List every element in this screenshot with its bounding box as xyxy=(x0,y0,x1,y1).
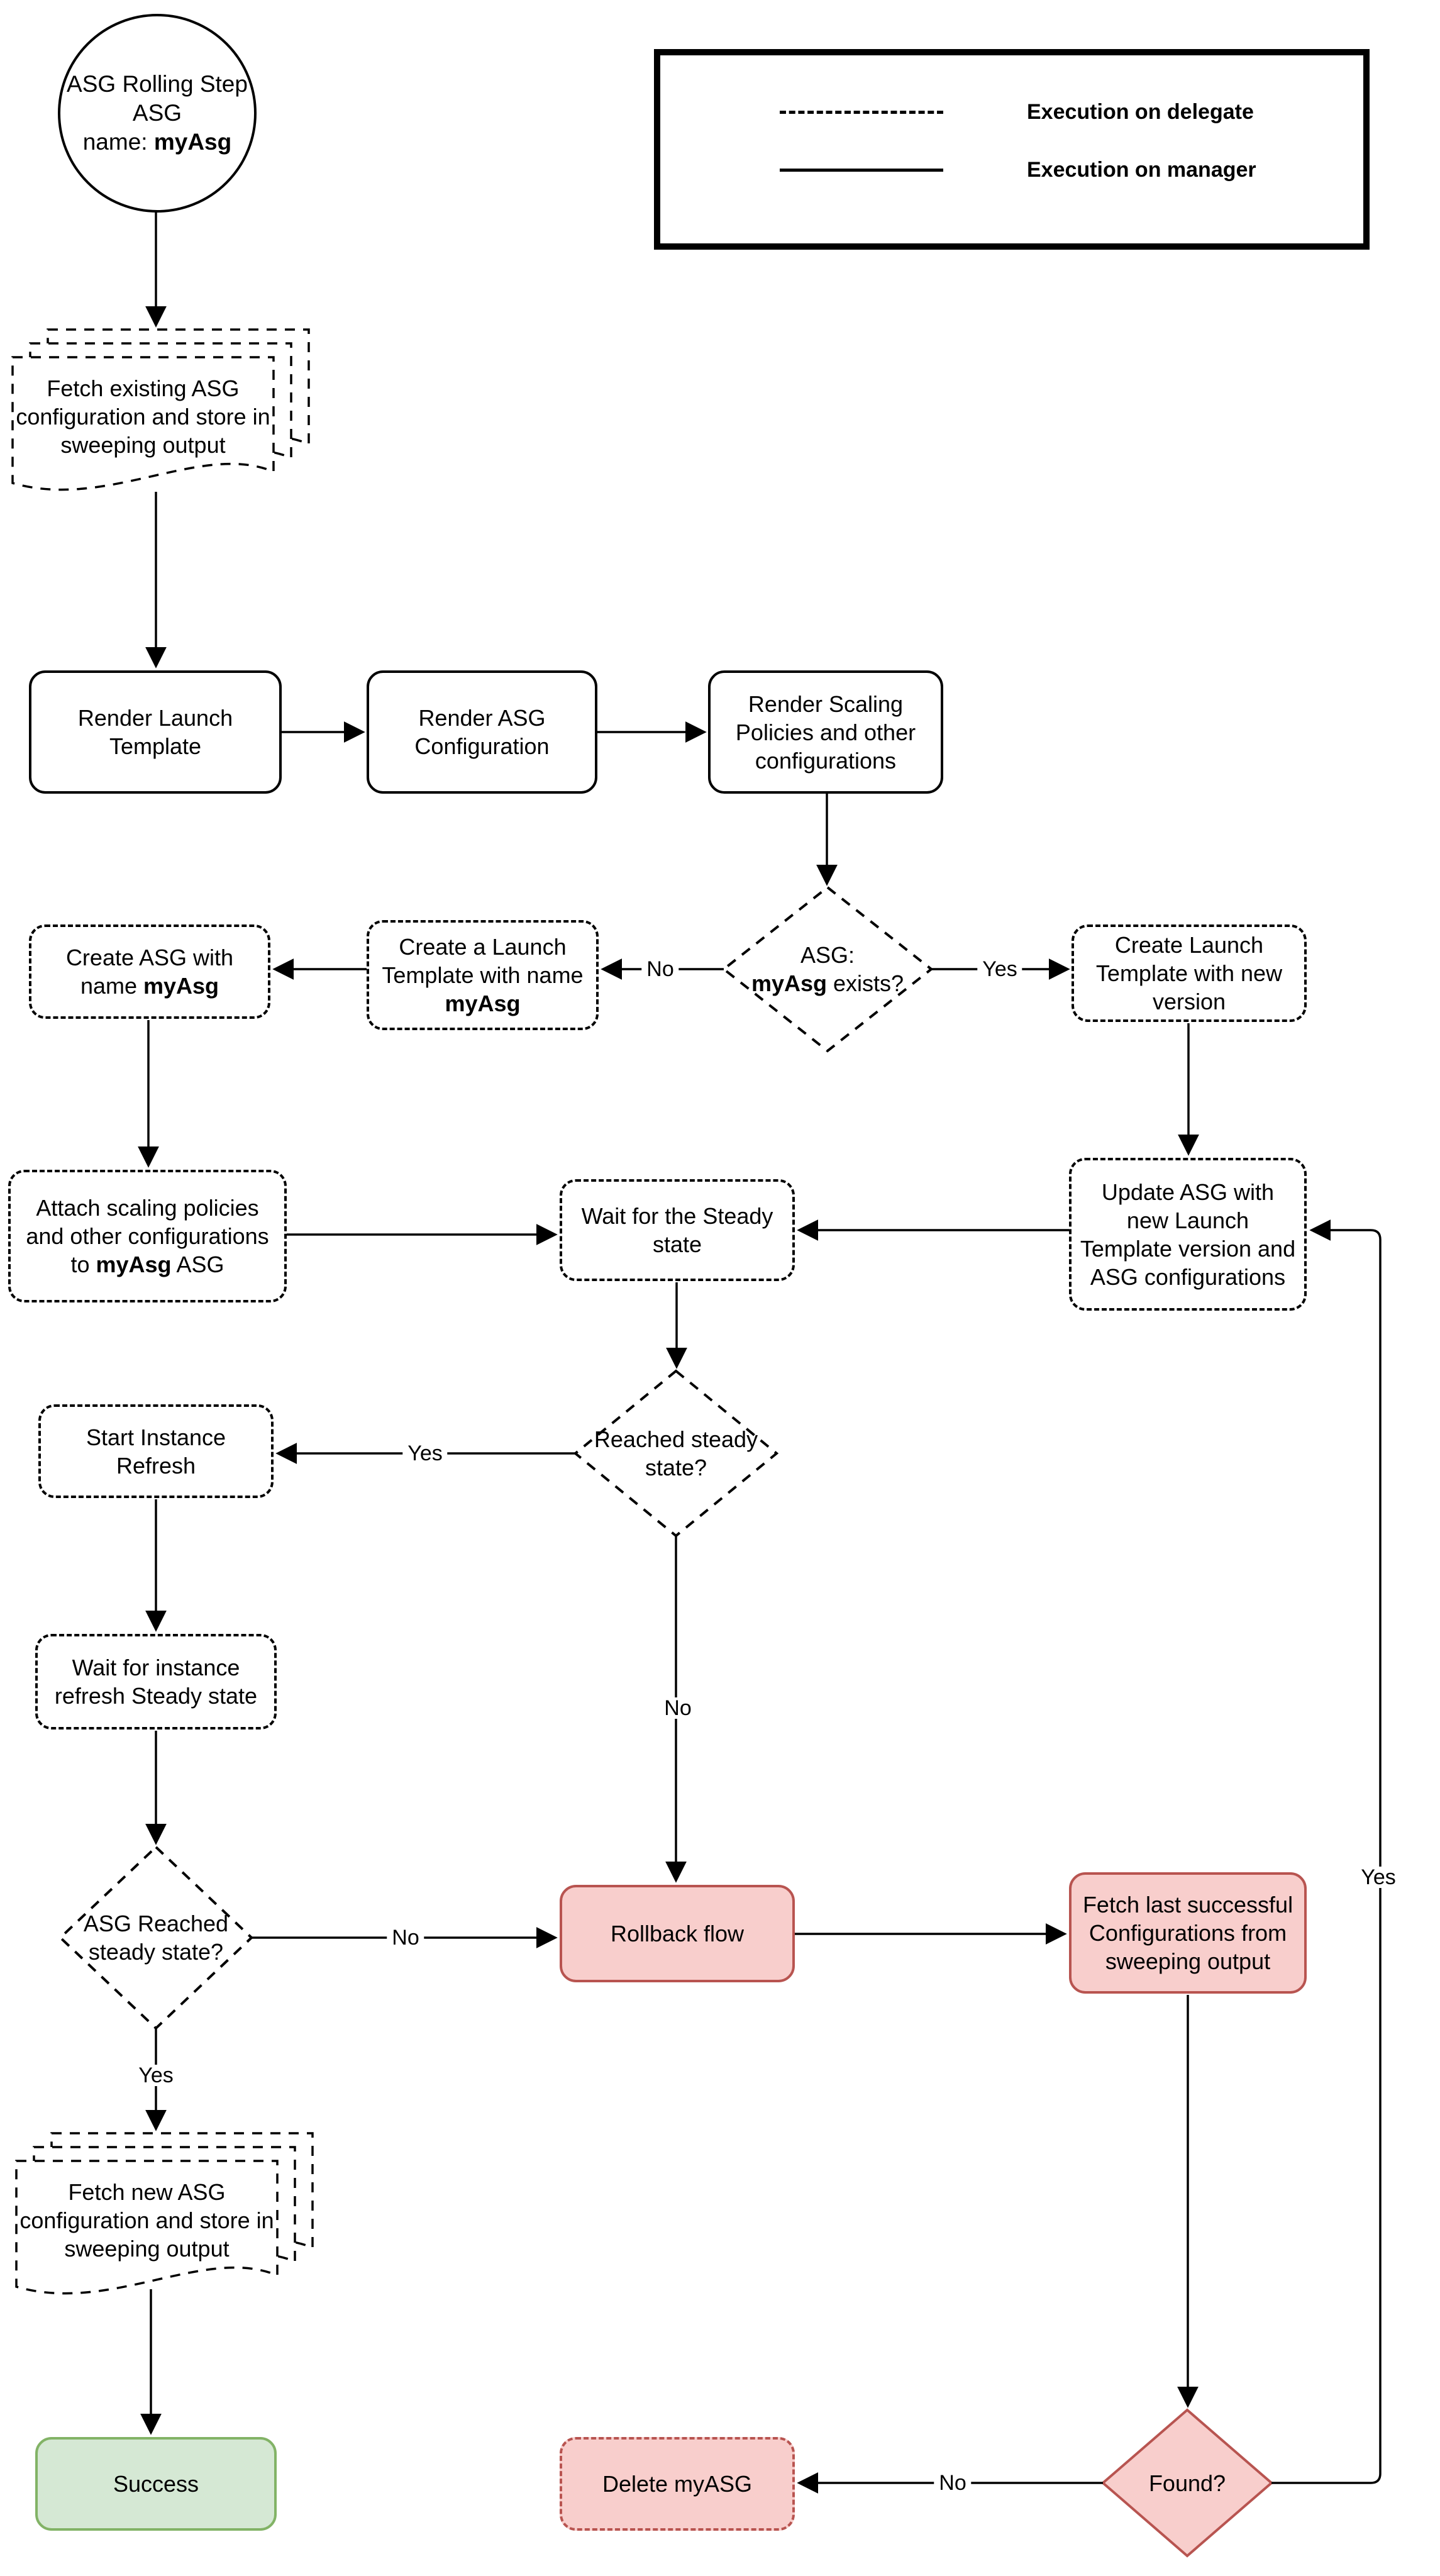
fetch-new-asg-label: Fetch new ASG configuration and store in sweeping output xyxy=(19,2179,274,2262)
render-asg-configuration-label: Render ASG Configuration xyxy=(414,705,550,759)
delete-myasg-label: Delete myASG xyxy=(602,2471,753,2497)
attach-scaling-policies-label: Attach scaling policies and other configurations to myAsg ASG xyxy=(26,1195,269,1277)
asg-exists-line1: ASG: xyxy=(800,942,855,968)
found-label: Found? xyxy=(1148,2470,1226,2496)
update-asg-label: Update ASG with new Launch Template version and ASG configurations xyxy=(1080,1179,1296,1290)
fetch-last-successful-label: Fetch last successful Configurations from sweeping output xyxy=(1082,1892,1293,1974)
asg-exists-line2: myAsg exists? xyxy=(751,970,904,996)
wait-steady-state-node xyxy=(560,1179,795,1281)
legend-label: Execution on manager xyxy=(1027,157,1256,182)
edge-label-found-no: No xyxy=(934,2472,971,2494)
edge-label-asg-reached-yes: Yes xyxy=(133,2065,178,2086)
start-node xyxy=(62,38,253,189)
legend-item-delegate xyxy=(660,94,1363,130)
fetch-new-asg-node xyxy=(16,2168,277,2272)
start-instance-refresh-node xyxy=(38,1404,274,1498)
legend-item-manager xyxy=(660,152,1363,187)
render-asg-configuration-node xyxy=(367,670,597,794)
fetch-last-successful-node xyxy=(1069,1872,1307,1994)
solid-line-sample xyxy=(780,169,943,172)
delete-myasg-node xyxy=(560,2437,795,2531)
attach-scaling-policies-node xyxy=(8,1170,287,1302)
edge-label-asg-exists-yes: Yes xyxy=(977,958,1022,980)
found-decision-node xyxy=(1124,2445,1250,2521)
asg-reached-steady-decision-node xyxy=(62,1875,250,2001)
create-asg-label: Create ASG with name myAsg xyxy=(65,945,234,999)
wait-instance-refresh-label: Wait for instance refresh Steady state xyxy=(54,1655,258,1709)
fetch-existing-label: Fetch existing ASG configuration and store in sweeping output xyxy=(16,375,270,458)
edge-label-found-yes: Yes xyxy=(1356,1867,1400,1888)
reached-steady-decision-node xyxy=(582,1391,770,1516)
render-scaling-policies-node xyxy=(708,670,943,794)
success-label: Success xyxy=(113,2471,199,2497)
asg-exists-decision-node xyxy=(733,906,922,1032)
legend xyxy=(654,49,1370,250)
start-node-line2: ASG xyxy=(132,99,182,126)
rollback-flow-node xyxy=(560,1885,795,1982)
start-instance-refresh-label: Start Instance Refresh xyxy=(86,1424,226,1479)
render-launch-template-node xyxy=(29,670,282,794)
render-launch-template-label: Render Launch Template xyxy=(77,705,233,759)
edge-label-asg-reached-no: No xyxy=(387,1927,424,1948)
start-node-line1: ASG Rolling Step xyxy=(67,70,248,97)
reached-steady-label: Reached steady state? xyxy=(594,1426,758,1480)
edge-label-asg-exists-no: No xyxy=(641,958,678,980)
render-scaling-policies-label: Render Scaling Policies and other configurations xyxy=(735,691,916,774)
rollback-flow-label: Rollback flow xyxy=(610,1921,745,1946)
create-asg-node xyxy=(29,924,270,1019)
update-asg-node xyxy=(1069,1158,1307,1311)
start-node-line3: name: myAsg xyxy=(82,129,232,155)
create-launch-template-named-node xyxy=(367,920,599,1030)
arrows xyxy=(148,211,1380,2483)
wait-steady-state-label: Wait for the Steady state xyxy=(581,1203,773,1257)
asg-reached-steady-label: ASG Reached steady state? xyxy=(83,1911,229,1965)
fetch-existing-node xyxy=(13,365,274,469)
edge-label-reached-steady-yes: Yes xyxy=(402,1443,447,1464)
create-launch-template-new-version-node xyxy=(1072,924,1307,1022)
edge-label-reached-steady-no: No xyxy=(659,1697,696,1719)
dashed-line-sample xyxy=(780,111,943,114)
legend-label: Execution on delegate xyxy=(1027,99,1254,124)
wait-instance-refresh-node xyxy=(35,1634,277,1729)
success-node xyxy=(35,2437,277,2531)
create-launch-template-named-label: Create a Launch Template with name myAsg xyxy=(382,934,584,1016)
create-launch-template-new-version-label: Create Launch Template with new version xyxy=(1095,932,1283,1014)
